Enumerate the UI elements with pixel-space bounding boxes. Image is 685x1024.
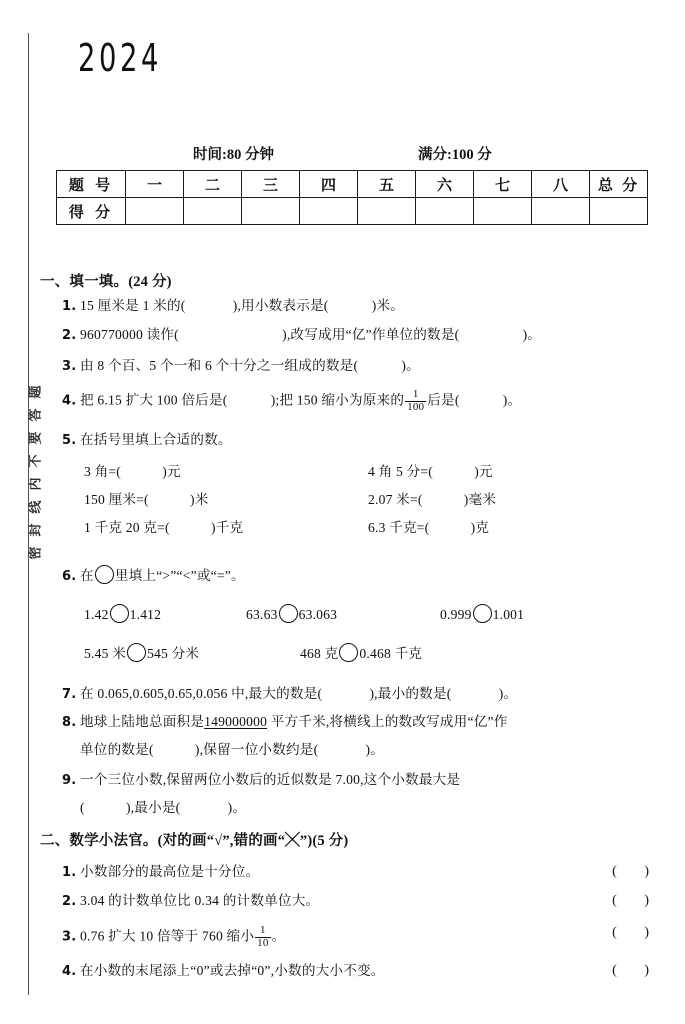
section-two-title: 二、数学小法官。 bbox=[40, 833, 158, 849]
question-text-a: 960770000 读作( bbox=[80, 327, 179, 342]
score-cell-total[interactable] bbox=[590, 198, 648, 225]
table-row-question-numbers bbox=[57, 171, 648, 198]
question-text-b: ),用小数表示是( bbox=[232, 298, 329, 313]
question-index: 4. bbox=[62, 964, 77, 979]
question-text-b: );把 150 缩小为原来的 bbox=[270, 392, 405, 408]
question-index: 6. bbox=[62, 569, 77, 584]
score-table bbox=[56, 170, 648, 225]
question-1-5-row-3-right bbox=[368, 520, 489, 537]
comparison-circle[interactable] bbox=[279, 604, 298, 623]
time-limit-label: 时间:80 分钟 bbox=[193, 147, 274, 163]
compare-left: 63.63 bbox=[246, 607, 278, 622]
compare-right: 545 分米 bbox=[146, 646, 200, 661]
true-false-answer-3[interactable]: ( ) bbox=[612, 925, 661, 940]
score-col-3: 三 bbox=[242, 171, 300, 198]
conversion-right: 2.07 米=( bbox=[368, 492, 423, 507]
score-col-7: 七 bbox=[474, 171, 532, 198]
question-index: 2. bbox=[62, 894, 77, 909]
compare-left: 468 克 bbox=[300, 646, 339, 661]
section-one-heading bbox=[40, 270, 172, 291]
question-text-b: )。 bbox=[401, 358, 420, 373]
section-one-points: (24 分) bbox=[128, 274, 172, 290]
question-2-2 bbox=[62, 893, 319, 910]
question-1-5-row-2-right bbox=[368, 492, 496, 509]
compare-right: 0.468 千克 bbox=[359, 646, 423, 661]
underlined-number: 149000000 bbox=[204, 714, 268, 729]
question-index: 8. bbox=[62, 715, 77, 730]
fraction-one-tenth bbox=[255, 925, 270, 949]
full-marks-label: 满分:100 分 bbox=[418, 147, 492, 163]
question-index: 9. bbox=[62, 773, 77, 788]
question-line2-c: )。 bbox=[365, 742, 385, 757]
true-false-answer-2[interactable]: ( ) bbox=[612, 893, 661, 908]
question-text-a: 在括号里填上合适的数。 bbox=[80, 432, 232, 447]
question-index: 1. bbox=[62, 865, 77, 880]
question-text-c: )米。 bbox=[371, 298, 405, 313]
conversion-left-end: )米 bbox=[190, 492, 209, 507]
section-two-rule: (对的画“√”,错的画“╳”) bbox=[157, 833, 313, 849]
question-text-a: 0.76 扩大 10 倍等于 760 缩小 bbox=[80, 928, 255, 944]
question-text-d: )。 bbox=[502, 392, 522, 408]
comparison-circle[interactable] bbox=[95, 565, 114, 584]
compare-right: 1.001 bbox=[492, 607, 525, 622]
exam-meta bbox=[56, 143, 648, 165]
question-1-3 bbox=[62, 358, 420, 375]
score-col-8: 八 bbox=[532, 171, 590, 198]
comparison-circle[interactable] bbox=[473, 604, 492, 623]
question-index: 7. bbox=[62, 687, 77, 702]
question-1-6-compare-3 bbox=[440, 604, 524, 624]
conversion-right-end: )克 bbox=[470, 520, 490, 535]
question-1-5-row-2-left bbox=[84, 492, 209, 509]
question-1-8-line-1 bbox=[62, 714, 508, 731]
conversion-left: 150 厘米=( bbox=[84, 492, 149, 507]
question-text-a: 地球上陆地总面积是 bbox=[80, 714, 205, 729]
conversion-left-end: )元 bbox=[162, 464, 181, 479]
question-text-a: 15 厘米是 1 米的( bbox=[80, 298, 186, 313]
comparison-circle[interactable] bbox=[110, 604, 129, 623]
conversion-left-end: )千克 bbox=[210, 520, 244, 535]
row-label-question-number: 题 号 bbox=[57, 171, 126, 198]
fraction-numerator: 1 bbox=[405, 389, 426, 402]
question-index: 5. bbox=[62, 433, 77, 448]
comparison-circle[interactable] bbox=[127, 643, 146, 662]
score-col-5: 五 bbox=[358, 171, 416, 198]
question-line2-a: 单位的数是( bbox=[80, 742, 154, 757]
question-line2-a: ( bbox=[80, 800, 85, 815]
score-cell-8[interactable] bbox=[532, 198, 590, 225]
question-2-3 bbox=[62, 925, 285, 949]
score-cell-3[interactable] bbox=[242, 198, 300, 225]
question-line2-b: ),保留一位小数约是( bbox=[194, 742, 319, 757]
section-two-points: (5 分) bbox=[312, 833, 349, 849]
score-col-6: 六 bbox=[416, 171, 474, 198]
score-col-2: 二 bbox=[184, 171, 242, 198]
fraction-denominator: 10 bbox=[257, 936, 269, 949]
question-1-9-line-1 bbox=[62, 772, 460, 789]
question-1-5-row-1-right bbox=[368, 464, 493, 481]
question-2-4 bbox=[62, 963, 385, 980]
question-1-5-row-1-left bbox=[84, 464, 181, 481]
question-text-b: 。 bbox=[271, 928, 286, 944]
comparison-circle[interactable] bbox=[339, 643, 358, 662]
true-false-answer-1[interactable]: ( ) bbox=[612, 864, 661, 879]
question-line2-b: ),最小是( bbox=[125, 800, 181, 815]
compare-right: 63.063 bbox=[298, 607, 338, 622]
compare-left: 0.999 bbox=[440, 607, 472, 622]
conversion-left: 1 千克 20 克=( bbox=[84, 520, 170, 535]
true-false-answer-4[interactable]: ( ) bbox=[612, 963, 661, 978]
conversion-right: 6.3 千克=( bbox=[368, 520, 430, 535]
conversion-left: 3 角=( bbox=[84, 464, 121, 479]
question-index: 3. bbox=[62, 359, 77, 374]
question-text-a: 由 8 个百、5 个一和 6 个十分之一组成的数是( bbox=[80, 358, 359, 373]
question-1-6-compare-2 bbox=[246, 604, 337, 624]
question-1-5 bbox=[62, 432, 232, 449]
conversion-right: 4 角 5 分=( bbox=[368, 464, 433, 479]
score-col-total: 总 分 bbox=[590, 171, 648, 198]
question-1-7 bbox=[62, 686, 517, 703]
question-1-6-compare-5 bbox=[300, 643, 422, 663]
question-1-6 bbox=[62, 565, 245, 585]
question-line2-c: )。 bbox=[227, 800, 247, 815]
conversion-right-end: )元 bbox=[474, 464, 493, 479]
score-cell-1[interactable] bbox=[126, 198, 184, 225]
score-col-4: 四 bbox=[300, 171, 358, 198]
question-index: 4. bbox=[62, 393, 77, 409]
question-text-b: ),最小的数是( bbox=[369, 686, 452, 701]
score-cell-5[interactable] bbox=[358, 198, 416, 225]
compare-left: 5.45 米 bbox=[84, 646, 126, 661]
question-index: 1. bbox=[62, 299, 77, 314]
question-text-a: 把 6.15 扩大 100 倍后是( bbox=[80, 392, 228, 408]
question-text-a: 一个三位小数,保留两位小数后的近似数是 7.00,这个小数最大是 bbox=[80, 772, 461, 787]
question-text-a: 在 bbox=[80, 568, 94, 583]
table-row-scores bbox=[57, 198, 648, 225]
question-1-1 bbox=[62, 298, 404, 315]
question-text-b: 里填上“>”“<”或“=”。 bbox=[114, 568, 245, 583]
fraction-one-hundredth bbox=[405, 389, 426, 413]
question-text-b: 平方千米,将横线上的数改写成用“亿”作 bbox=[270, 714, 508, 729]
question-1-4 bbox=[62, 389, 521, 413]
question-text: 在小数的末尾添上“0”或去掉“0”,小数的大小不变。 bbox=[80, 963, 385, 978]
score-cell-6[interactable] bbox=[416, 198, 474, 225]
question-index: 3. bbox=[62, 929, 77, 945]
question-text-b: ),改写成用“亿”作单位的数是( bbox=[282, 327, 460, 342]
question-1-9-line-2 bbox=[80, 800, 246, 817]
question-1-5-row-3-left bbox=[84, 520, 243, 537]
question-text-a: 在 0.065,0.605,0.65,0.056 中,最大的数是( bbox=[80, 686, 323, 701]
question-2-1 bbox=[62, 864, 259, 881]
question-1-6-compare-1 bbox=[84, 604, 161, 624]
section-one-title: 一、填一填。 bbox=[40, 274, 129, 290]
fraction-denominator: 100 bbox=[407, 400, 425, 413]
question-1-6-compare-4 bbox=[84, 643, 199, 663]
fraction-numerator: 1 bbox=[255, 925, 270, 938]
score-cell-2[interactable] bbox=[184, 198, 242, 225]
question-text-c: )。 bbox=[498, 686, 518, 701]
row-label-score: 得 分 bbox=[57, 198, 126, 225]
question-1-2 bbox=[62, 327, 541, 344]
sealing-line-note: 密封线内不要答题 bbox=[28, 375, 44, 560]
question-text-c: 后是( bbox=[427, 392, 460, 408]
compare-left: 1.42 bbox=[84, 607, 109, 622]
section-two-heading bbox=[40, 829, 348, 850]
page-title: 2024 bbox=[78, 36, 163, 80]
score-cell-4[interactable] bbox=[300, 198, 358, 225]
question-index: 2. bbox=[62, 328, 77, 343]
compare-right: 1.412 bbox=[129, 607, 162, 622]
conversion-right-end: )毫米 bbox=[463, 492, 497, 507]
question-1-8-line-2 bbox=[80, 742, 384, 759]
score-cell-7[interactable] bbox=[474, 198, 532, 225]
question-text-c: )。 bbox=[522, 327, 542, 342]
question-text: 小数部分的最高位是十分位。 bbox=[80, 864, 260, 879]
score-col-1: 一 bbox=[126, 171, 184, 198]
question-text: 3.04 的计数单位比 0.34 的计数单位大。 bbox=[80, 893, 320, 908]
